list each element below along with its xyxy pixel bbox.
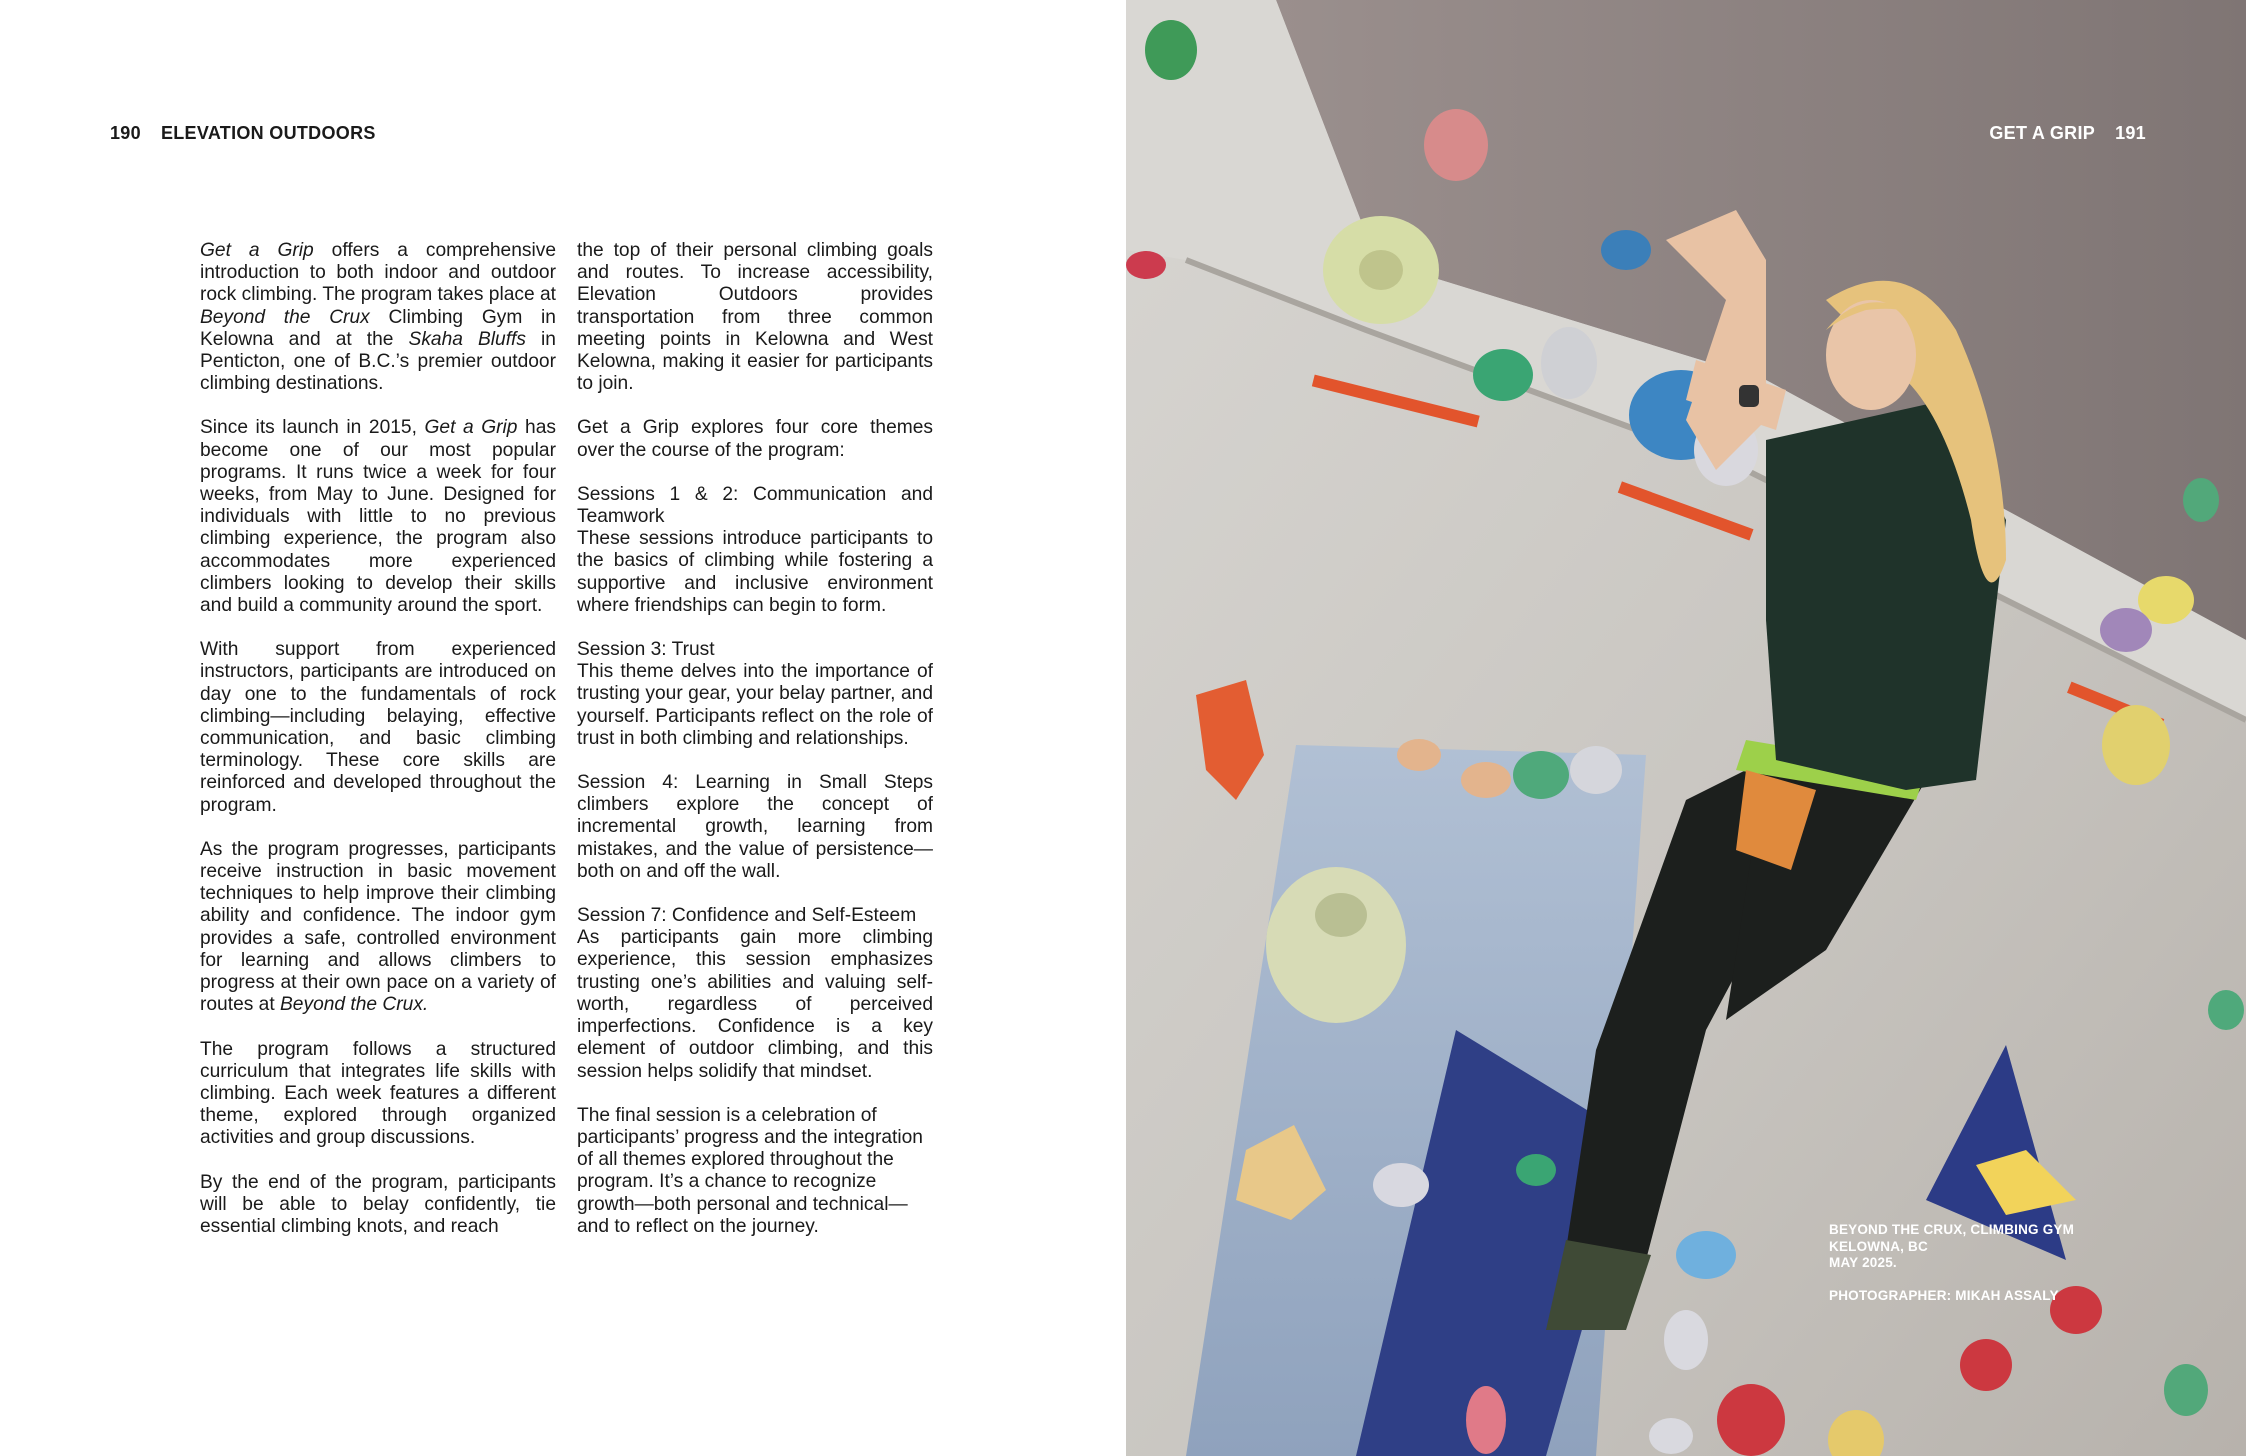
session-body: As participants gain more climbing experience, this session emphasizes trusting one’s abilities and valuing self-worth, regardless of perceived imperfections. Confidence is a key element of outdoor climbing, and this session helps solidify that mindset. [577,927,933,1082]
climbing-hold [1601,230,1651,270]
paragraph-final: The final session is a celebration of participants’ progress and the integration of all themes explored throughout the program. It’s a chance to recognize growth—both personal and technical—and to reflect on the journey. [577,1104,923,1237]
climbing-hold [1717,1384,1785,1456]
climbing-hold [1373,1163,1429,1207]
caption-city: KELOWNA, BC [1829,1238,1928,1254]
caption-photographer: PHOTOGRAPHER: MIKAH ASSALY [1829,1287,2059,1303]
caption-date: MAY 2025. [1829,1255,1897,1270]
session-body: This theme delves into the importance of trusting your gear, your belay partner, and yourself. Participants reflect on the role of trust in both climbing and relationships. [577,661,933,749]
climbing-hold [2183,478,2219,522]
caption-location: BEYOND THE CRUX, CLIMBING GYM [1829,1222,2075,1237]
right-page-number: 191 [2115,123,2146,143]
paragraph: As the program progresses, participants receive instruction in basic movement techniques to help improve their climbing ability and confidence. The indoor gym provides a safe, controlled environment for learning and allows climbers to progress at their own pace on a variety of routes at Beyond the Crux. [200,838,556,1016]
climbing-hold [2164,1364,2208,1416]
article-column-1 [200,240,556,1260]
paragraph: The program follows a structured curriculum that integrates life skills with climbing. Each week features a different theme, explored through organized activities and group discussions. [200,1038,556,1149]
session-heading: Sessions 1 & 2: Communication and Teamwork [577,483,933,528]
session-4: Session 4: Learning in Small Steps climbers explore the concept of incremental growth, learning from mistakes, and the value of persistence—both on and off the wall. [577,772,933,882]
climbing-hold [2208,990,2244,1030]
left-page-number: 190 [110,123,141,143]
climbing-hold [1461,762,1511,798]
climbing-hold [1541,327,1597,399]
session-1-2 [577,484,933,617]
session-heading: Session 7: Confidence and Self-Esteem [577,905,917,927]
paragraph: By the end of the program, participants will be able to belay confidently, tie essential climbing knots, and reach [200,1171,556,1237]
climbing-hold [1960,1339,2012,1391]
section-title: GET A GRIP [1989,123,2096,143]
paragraph: Get a Grip offers a comprehensive introduction to both indoor and outdoor rock climbing. The program takes place at Beyond the Crux Climbing Gym in Kelowna and at the Skaha Bluffs in Penticton, one of B.C.’s premier outdoor climbing destinations. [200,240,556,395]
paragraph: Get a Grip explores four core themes over the course of the program: [577,417,933,461]
session-heading: Session 3: Trust [577,639,715,661]
right-page-header [1989,123,2146,144]
session-3 [577,639,933,750]
climbing-hold [1676,1231,1736,1279]
climbing-hold [1266,867,1406,1023]
climber-watch [1739,385,1759,407]
climbing-hold [1570,746,1622,794]
session-body: These sessions introduce participants to the basics of climbing while fostering a supportive and inclusive environment where friendships can begin to form. [577,528,933,616]
climbing-hold [1424,109,1488,181]
paragraph: Since its launch in 2015, Get a Grip has become one of our most popular programs. It runs twice a week for four weeks, from May to June. Designed for individuals with little to no previous climbing experience, the program also accommodates more experienced climbers looking to develop their skills and build a community around the sport. [200,417,556,617]
photo-caption [1829,1222,2074,1304]
climbing-hold [1315,893,1367,937]
climbing-hold [1473,349,1533,401]
publication-title: ELEVATION OUTDOORS [160,123,376,143]
climbing-hold [2102,705,2170,785]
climbing-photo [1126,0,2246,1456]
climbing-hold [1145,20,1197,80]
left-page-header [110,123,376,144]
right-page [1126,0,2246,1456]
article-column-2 [577,240,933,1260]
climbing-hold [1126,251,1166,279]
paragraph: the top of their personal climbing goals and routes. To increase accessibility, Elevation Outdoors provides transportation from three common meeting points in Kelowna and West Kelowna, making it easier for participants to join. [577,240,933,395]
climbing-hold [1649,1418,1693,1454]
climbing-hold [1359,250,1403,290]
climbing-hold [1397,739,1441,771]
climbing-hold [1516,1154,1556,1186]
climbing-hold [1513,751,1569,799]
paragraph: With support from experienced instructors, participants are introduced on day one to the fundamentals of rock climbing—including belaying, effective communication, and basic climbing terminology. These core skills are reinforced and developed throughout the program. [200,639,556,816]
session-7 [577,905,933,1083]
climbing-hold [1664,1310,1708,1370]
climbing-hold [2100,608,2152,652]
climbing-hold [1466,1386,1506,1454]
